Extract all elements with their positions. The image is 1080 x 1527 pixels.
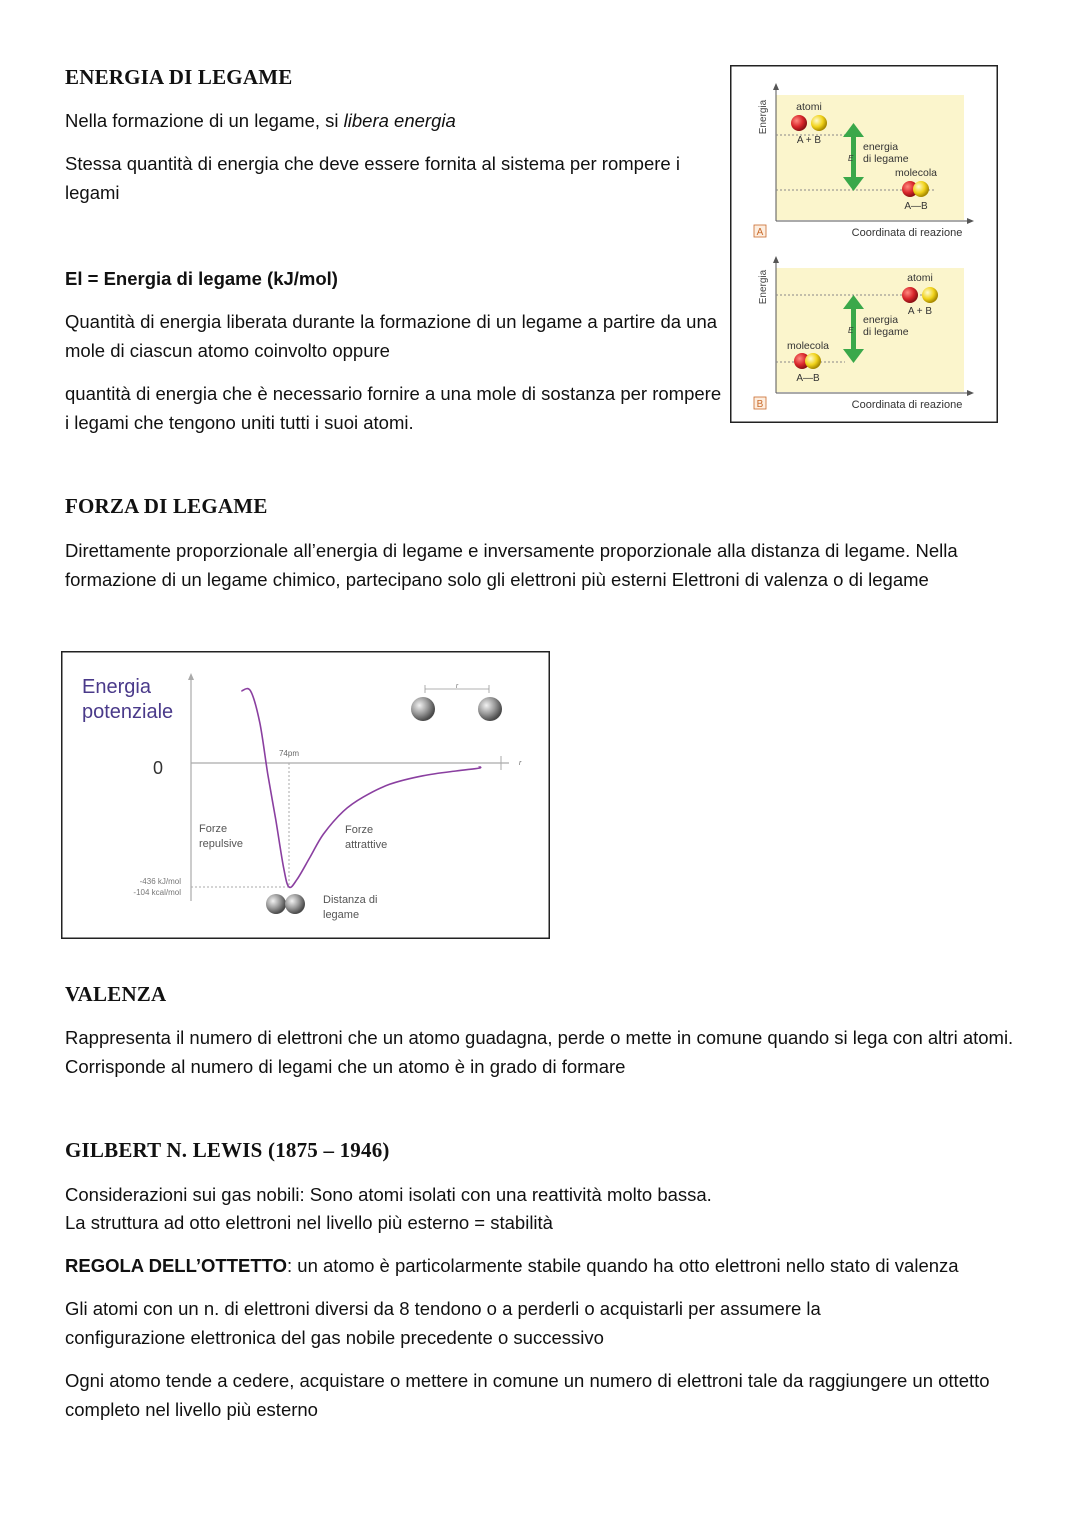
energia-p1-prefix: Nella formazione di un legame, si (65, 110, 344, 131)
lewis-line2: La struttura ad otto elettroni nel livello più esterno = stabilità (65, 1212, 553, 1233)
energia-p1-emph: libera energia (343, 110, 456, 131)
chart-min-label-2: -104 kcal/mol (133, 888, 181, 897)
panel-a-atom-b (811, 115, 827, 131)
lewis-rule (65, 1251, 1035, 1280)
chart-y-label-2: potenziale (82, 701, 174, 723)
panel-b-arrow-symbol: E (848, 326, 854, 335)
panel-b-y-label: Energia (758, 269, 769, 305)
lewis-rule-label: REGOLA DELL’OTTETTO (65, 1255, 287, 1276)
panel-b-atoms-formula: A + B (907, 306, 933, 317)
panel-a-molecule-label: molecola (894, 167, 938, 179)
chart-distance-label: 74pm (278, 749, 300, 758)
chart-attractive-label-2: attrattive (345, 839, 388, 851)
panel-b (754, 256, 974, 411)
forza-p1: Direttamente proporzionale all’energia di legame e inversamente proporzionale alla distanza di legame. Nella formazione di un legame chimico, partecipano solo gli elettroni più esterni Elettroni di valenza o di legame (65, 540, 958, 590)
panel-b-x-label: Coordinata di reazione (851, 399, 963, 411)
lewis-rule-text: : un atomo è particolarmente stabile quando ha otto elettroni nello stato di valenza (287, 1255, 959, 1276)
chart-separation-label: r (455, 683, 459, 690)
energia-definition: El = Energia di legame (kJ/mol) (65, 268, 338, 289)
panel-a-y-label: Energia (758, 99, 769, 135)
panel-b-atom-b (922, 287, 938, 303)
panel-a-x-label: Coordinata di reazione (851, 227, 963, 239)
panel-b-molecule-label: molecola (786, 340, 830, 352)
energia-p1 (65, 106, 725, 135)
section-heading-energia: ENERGIA DI LEGAME (65, 65, 293, 89)
chart-bonded-atom-1 (266, 894, 286, 914)
panel-a-arrow-label-1: energia (863, 141, 899, 153)
lewis-line1: Considerazioni sui gas nobili: Sono atomi isolati con una reattività molto bassa. (65, 1184, 712, 1205)
panel-b-atoms-label: atomi (907, 272, 933, 284)
energia-p3: Quantità di energia liberata durante la formazione di un legame a partire da una mole di ciascun atomo coinvolto oppure (65, 311, 718, 361)
panel-a-atom-a (791, 115, 807, 131)
panel-b-atom-a (902, 287, 918, 303)
panel-a-atoms-formula: A + B (796, 135, 822, 146)
chart-bonded-atom-2 (285, 894, 305, 914)
lewis-p4: Ogni atomo tende a cedere, acquistare o mettere in comune un numero di elettroni tale da raggiungere un ottetto completo nel livello più esterno (65, 1370, 990, 1420)
panel-a-molecule-formula: A—B (904, 201, 928, 212)
chart-x-label: r (519, 760, 522, 767)
panel-b-arrow-label-1: energia (863, 314, 899, 326)
section-heading-forza: FORZA DI LEGAME (65, 494, 268, 518)
energia-p2: Stessa quantità di energia che deve essere fornita al sistema per rompere i legami (65, 153, 680, 203)
energy-diagram-ab (730, 65, 998, 423)
lewis-p3: Gli atomi con un n. di elettroni diversi da 8 tendono o a perderli o acquistarli per assumere la configurazione elettronica del gas nobile precedente o successivo (65, 1298, 821, 1348)
chart-attractive-label-1: Forze (345, 824, 374, 836)
chart-bond-distance-label-2: legame (323, 909, 360, 921)
chart-y-label-1: Energia (82, 676, 151, 698)
panel-a (754, 83, 974, 239)
panel-a-atoms-label: atomi (796, 101, 822, 113)
chart-repulsive-label-1: Forze (199, 823, 228, 835)
section-heading-lewis: GILBERT N. LEWIS (1875 – 1946) (65, 1138, 390, 1162)
panel-a-tag: A (756, 227, 764, 238)
chart-bond-distance-label-1: Distanza di (323, 894, 378, 906)
chart-repulsive-label-2: repulsive (199, 838, 244, 850)
valenza-p1: Rappresenta il numero di elettroni che un atomo guadagna, perde o mette in comune quando si lega con altri atomi. Corrisponde al numero di legami che un atomo è in grado di formare (65, 1027, 1014, 1077)
chart-separated-atom-1 (411, 697, 435, 721)
chart-separated-atom-2 (478, 697, 502, 721)
section-heading-valenza: VALENZA (65, 982, 167, 1006)
chart-min-label-1: -436 kJ/mol (139, 877, 181, 886)
panel-b-molecule-formula: A—B (796, 373, 820, 384)
potential-energy-chart (61, 651, 550, 939)
panel-a-arrow-label-2: di legame (863, 153, 909, 165)
panel-a-molecule-atom-b (913, 181, 929, 197)
chart-zero-label: 0 (152, 758, 164, 778)
panel-b-tag: B (756, 399, 764, 410)
energia-p4: quantità di energia che è necessario fornire a una mole di sostanza per rompere i legami che tengono uniti tutti i suoi atomi. (65, 383, 722, 433)
panel-a-arrow-symbol: E (848, 154, 854, 163)
panel-b-molecule-atom-b (805, 353, 821, 369)
panel-b-arrow-label-2: di legame (863, 326, 909, 338)
